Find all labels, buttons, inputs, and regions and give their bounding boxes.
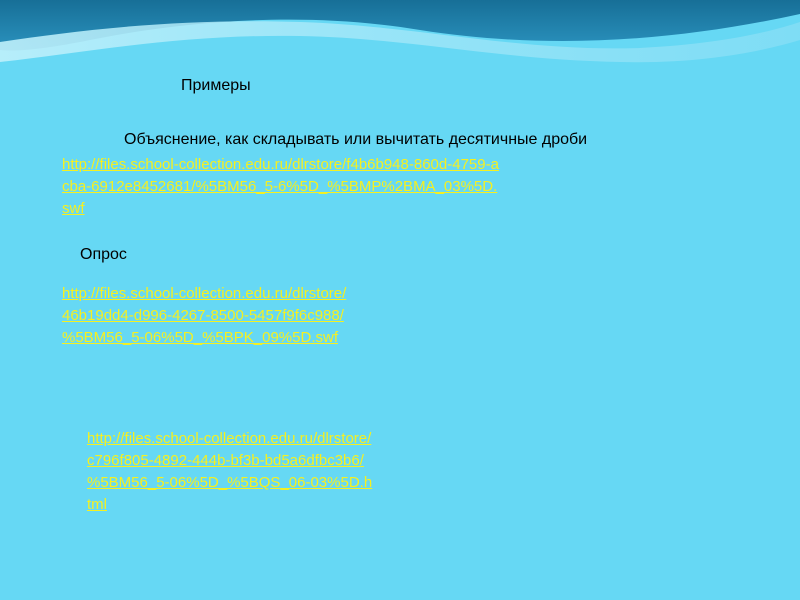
link-line[interactable]: tml [87, 496, 107, 513]
link-line[interactable]: cba-6912e8452681/%5BM56_5-6%5D_%5BMP%2BMA_03%5D. [62, 178, 498, 195]
decorative-wave-header [0, 0, 800, 70]
link-line[interactable]: %5BM56_5-06%5D_%5BPK_09%5D.swf [62, 329, 338, 346]
link-line[interactable]: http://files.school-collection.edu.ru/dlrstore/ [62, 285, 347, 302]
link-addition-subtraction-decimals[interactable] [62, 154, 499, 220]
link-line[interactable]: %5BM56_5-06%5D_%5BQS_06-03%5D.h [87, 474, 373, 491]
link-survey[interactable] [62, 283, 346, 349]
link-line[interactable]: http://files.school-collection.edu.ru/dlrstore/f4b6b948-860d-4759-a [62, 156, 499, 173]
link-line[interactable]: http://files.school-collection.edu.ru/dlrstore/ [87, 430, 372, 447]
survey-label: Опрос [80, 246, 127, 263]
link-line[interactable]: 46b19dd4-d996-4267-8500-5457f9f6c988/ [62, 307, 344, 324]
link-line[interactable]: swf [62, 200, 85, 217]
link-line[interactable]: c796f805-4892-444b-bf3b-bd5a6dfbc3b6/ [87, 452, 364, 469]
page-title: Примеры [181, 77, 251, 94]
link-quiz[interactable] [87, 428, 372, 516]
explanation-heading: Объяснение, как складывать или вычитать десятичные дроби [124, 131, 588, 148]
